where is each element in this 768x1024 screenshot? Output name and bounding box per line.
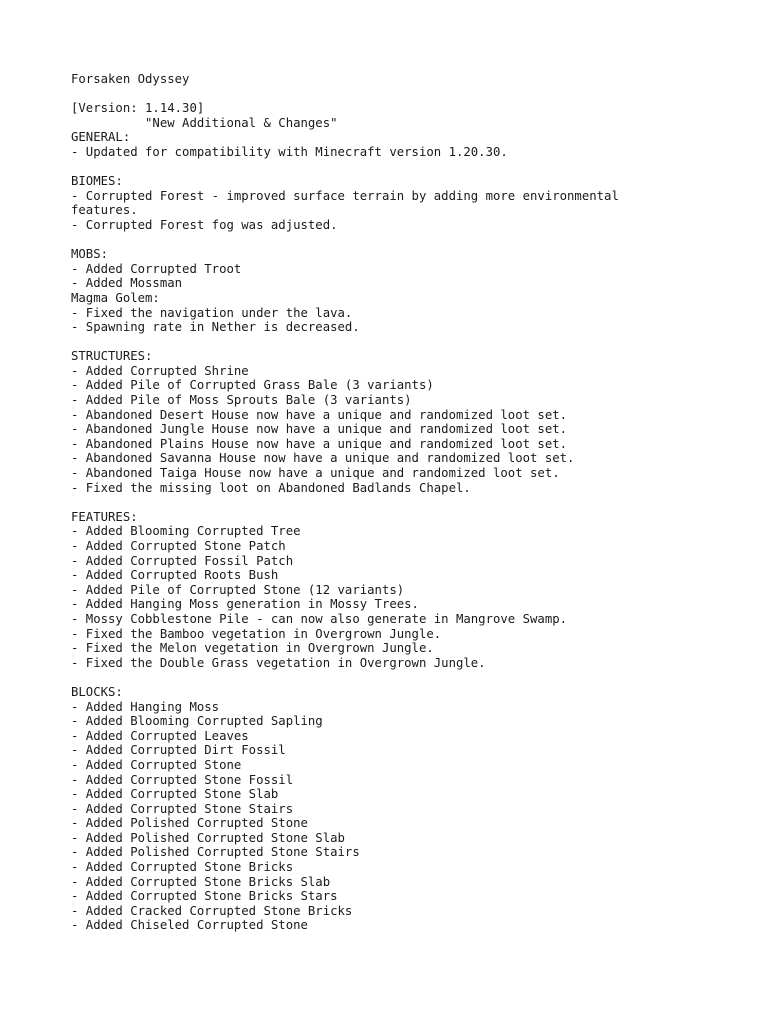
text-line: - Abandoned Jungle House now have a unique and randomized loot set. <box>71 422 568 437</box>
text-line: - Added Corrupted Stone Stairs <box>71 801 294 816</box>
text-line <box>71 670 751 685</box>
text-line: - Added Pile of Corrupted Stone (12 variants) <box>71 582 405 597</box>
text-line: - Added Polished Corrupted Stone Stairs <box>71 845 360 860</box>
text-line: - Added Corrupted Stone Fossil <box>71 772 294 787</box>
text-line: - Added Corrupted Leaves <box>71 728 249 743</box>
text-line: - Corrupted Forest - improved surface terrain by adding more environmental <box>71 188 619 203</box>
text-line: - Fixed the navigation under the lava. <box>71 305 353 320</box>
text-line: - Added Corrupted Shrine <box>71 363 249 378</box>
text-line <box>71 495 751 510</box>
text-line: BLOCKS: <box>71 684 123 699</box>
text-line: "New Additional & Changes" <box>71 115 338 130</box>
text-line: - Added Mossman <box>71 276 183 291</box>
text-line: GENERAL: <box>71 130 131 145</box>
text-line: STRUCTURES: <box>71 349 153 364</box>
text-line: - Added Corrupted Fossil Patch <box>71 553 294 568</box>
text-line: FEATURES: <box>71 509 138 524</box>
text-line: - Added Cracked Corrupted Stone Bricks <box>71 903 353 918</box>
text-line: BIOMES: <box>71 174 123 189</box>
text-line: - Added Pile of Moss Sprouts Bale (3 variants) <box>71 393 412 408</box>
text-line: - Added Hanging Moss <box>71 699 220 714</box>
text-line: - Updated for compatibility with Minecraft version 1.20.30. <box>71 144 508 159</box>
text-line: Forsaken Odyssey <box>71 72 190 86</box>
text-line: - Added Hanging Moss generation in Mossy Trees. <box>71 597 419 612</box>
text-line: - Corrupted Forest fog was adjusted. <box>71 217 338 232</box>
text-line: - Added Corrupted Troot <box>71 261 242 276</box>
text-line: features. <box>71 203 138 218</box>
text-line: - Added Corrupted Roots Bush <box>71 568 279 583</box>
text-line: - Abandoned Taiga House now have a unique and randomized loot set. <box>71 466 560 481</box>
text-line: - Added Blooming Corrupted Tree <box>71 524 301 539</box>
text-line <box>71 233 751 248</box>
text-line: - Added Corrupted Stone Bricks <box>71 860 294 875</box>
text-line: - Added Polished Corrupted Stone Slab <box>71 830 345 845</box>
text-line: Magma Golem: <box>71 290 160 305</box>
text-line <box>71 160 751 175</box>
text-line: - Abandoned Desert House now have a unique and randomized loot set. <box>71 407 568 422</box>
text-line: - Added Corrupted Stone Bricks Stars <box>71 889 338 904</box>
text-line <box>71 87 751 102</box>
text-line: - Mossy Cobblestone Pile - can now also generate in Mangrove Swamp. <box>71 611 568 626</box>
document-body <box>71 72 751 933</box>
text-line: - Fixed the Melon vegetation in Overgrown Jungle. <box>71 641 434 656</box>
text-line: - Added Corrupted Stone Slab <box>71 787 279 802</box>
text-line: - Added Blooming Corrupted Sapling <box>71 714 323 729</box>
text-line: - Abandoned Savanna House now have a unique and randomized loot set. <box>71 451 575 466</box>
text-line: - Fixed the missing loot on Abandoned Badlands Chapel. <box>71 480 471 495</box>
text-line: - Spawning rate in Nether is decreased. <box>71 320 360 335</box>
text-line: - Added Corrupted Dirt Fossil <box>71 743 286 758</box>
text-line <box>71 335 751 350</box>
text-line: - Added Corrupted Stone Patch <box>71 539 286 553</box>
text-line: - Added Chiseled Corrupted Stone <box>71 918 308 933</box>
text-line: - Added Corrupted Stone <box>71 757 242 772</box>
text-line: - Added Pile of Corrupted Grass Bale (3 variants) <box>71 378 434 393</box>
text-line: - Fixed the Double Grass vegetation in Overgrown Jungle. <box>71 655 486 670</box>
text-line: - Added Polished Corrupted Stone <box>71 816 308 831</box>
text-line: - Added Corrupted Stone Bricks Slab <box>71 874 331 889</box>
text-line: [Version: 1.14.30] <box>71 101 205 116</box>
text-line: MOBS: <box>71 247 109 262</box>
text-line: - Fixed the Bamboo vegetation in Overgrown Jungle. <box>71 626 442 641</box>
text-line: - Abandoned Plains House now have a unique and randomized loot set. <box>71 436 568 451</box>
